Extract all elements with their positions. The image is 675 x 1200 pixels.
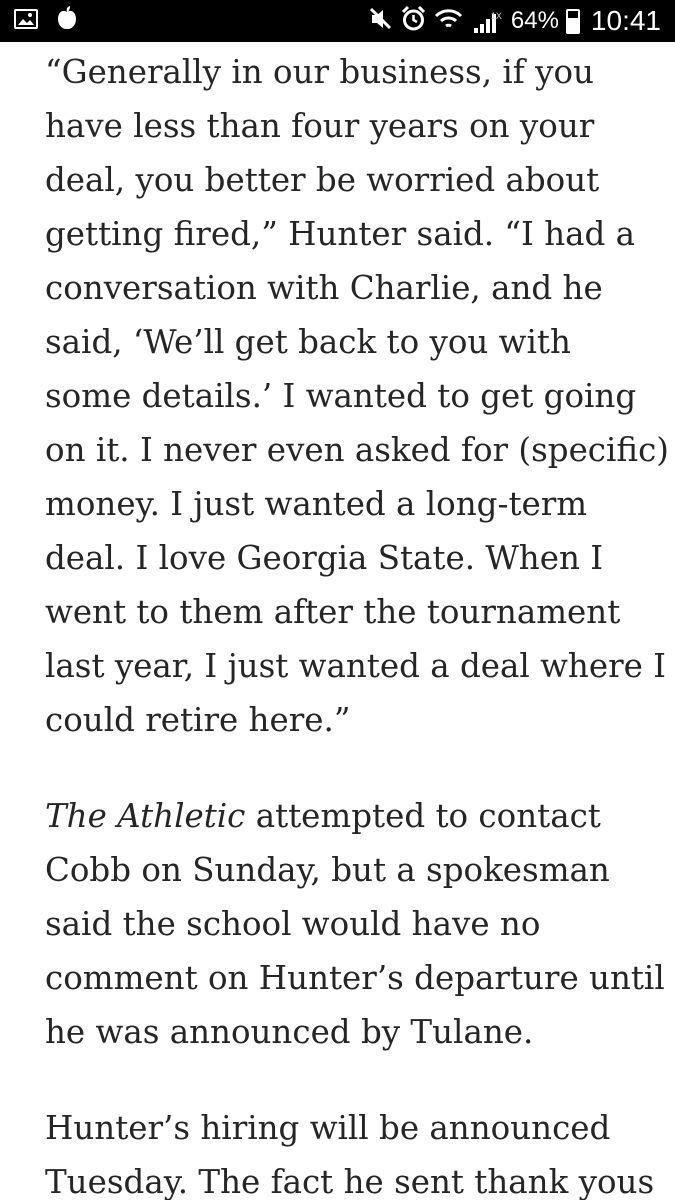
paragraph-line: could retire here.”	[45, 701, 351, 739]
publication-name: The Athletic	[45, 797, 246, 835]
paragraph-line: “Generally in our business, if you	[45, 53, 594, 91]
apple-icon	[56, 6, 78, 36]
paragraph-line: Tuesday. The fact he sent thank yous	[45, 1163, 655, 1200]
battery-level-fill	[568, 18, 578, 31]
signal-indicator	[470, 8, 504, 34]
paragraph-line: went to them after the tournament	[45, 593, 621, 631]
alarm-icon	[400, 5, 427, 37]
paragraph-line: Cobb on Sunday, but a spokesman	[45, 851, 610, 889]
status-bar	[0, 0, 675, 42]
paragraph-line: said the school would have no	[45, 905, 541, 943]
paragraph-line: he was announced by Tulane.	[45, 1013, 534, 1051]
status-left-icons	[14, 0, 78, 42]
paragraph-line: getting fired,” Hunter said. “I had a	[45, 215, 636, 253]
paragraph-line: deal. I love Georgia State. When I	[45, 539, 604, 577]
paragraph-line: on it. I never even asked for (specific)	[45, 431, 669, 469]
paragraph-line: some details.’ I wanted to get going	[45, 377, 637, 415]
article-paragraph	[45, 45, 669, 747]
status-time: 10:41	[590, 5, 661, 36]
battery-icon	[566, 9, 580, 34]
paragraph-line: conversation with Charlie, and he	[45, 269, 603, 307]
paragraph-line: comment on Hunter’s departure until	[45, 959, 665, 997]
battery-percent: 64%	[510, 7, 559, 34]
mute-icon	[368, 6, 393, 37]
paragraph-line: Hunter’s hiring will be announced	[45, 1109, 611, 1147]
paragraph-line: money. I just wanted a long-term	[45, 485, 588, 523]
paragraph-line: deal, you better be worried about	[45, 161, 600, 199]
paragraph-line: have less than four years on your	[45, 107, 595, 145]
gallery-icon	[14, 8, 38, 35]
status-right-indicators	[368, 0, 661, 42]
paragraph-line: said, ‘We’ll get back to you with	[45, 323, 571, 361]
article-body	[45, 45, 669, 1200]
paragraph-line-text: attempted to contact	[245, 797, 601, 835]
data-indicator-label: 1X	[490, 11, 502, 21]
wifi-icon	[434, 6, 463, 36]
article-paragraph	[45, 1101, 655, 1200]
article-paragraph	[45, 789, 665, 1059]
paragraph-line: last year, I just wanted a deal where I	[45, 647, 667, 685]
paragraph-line	[45, 789, 645, 843]
